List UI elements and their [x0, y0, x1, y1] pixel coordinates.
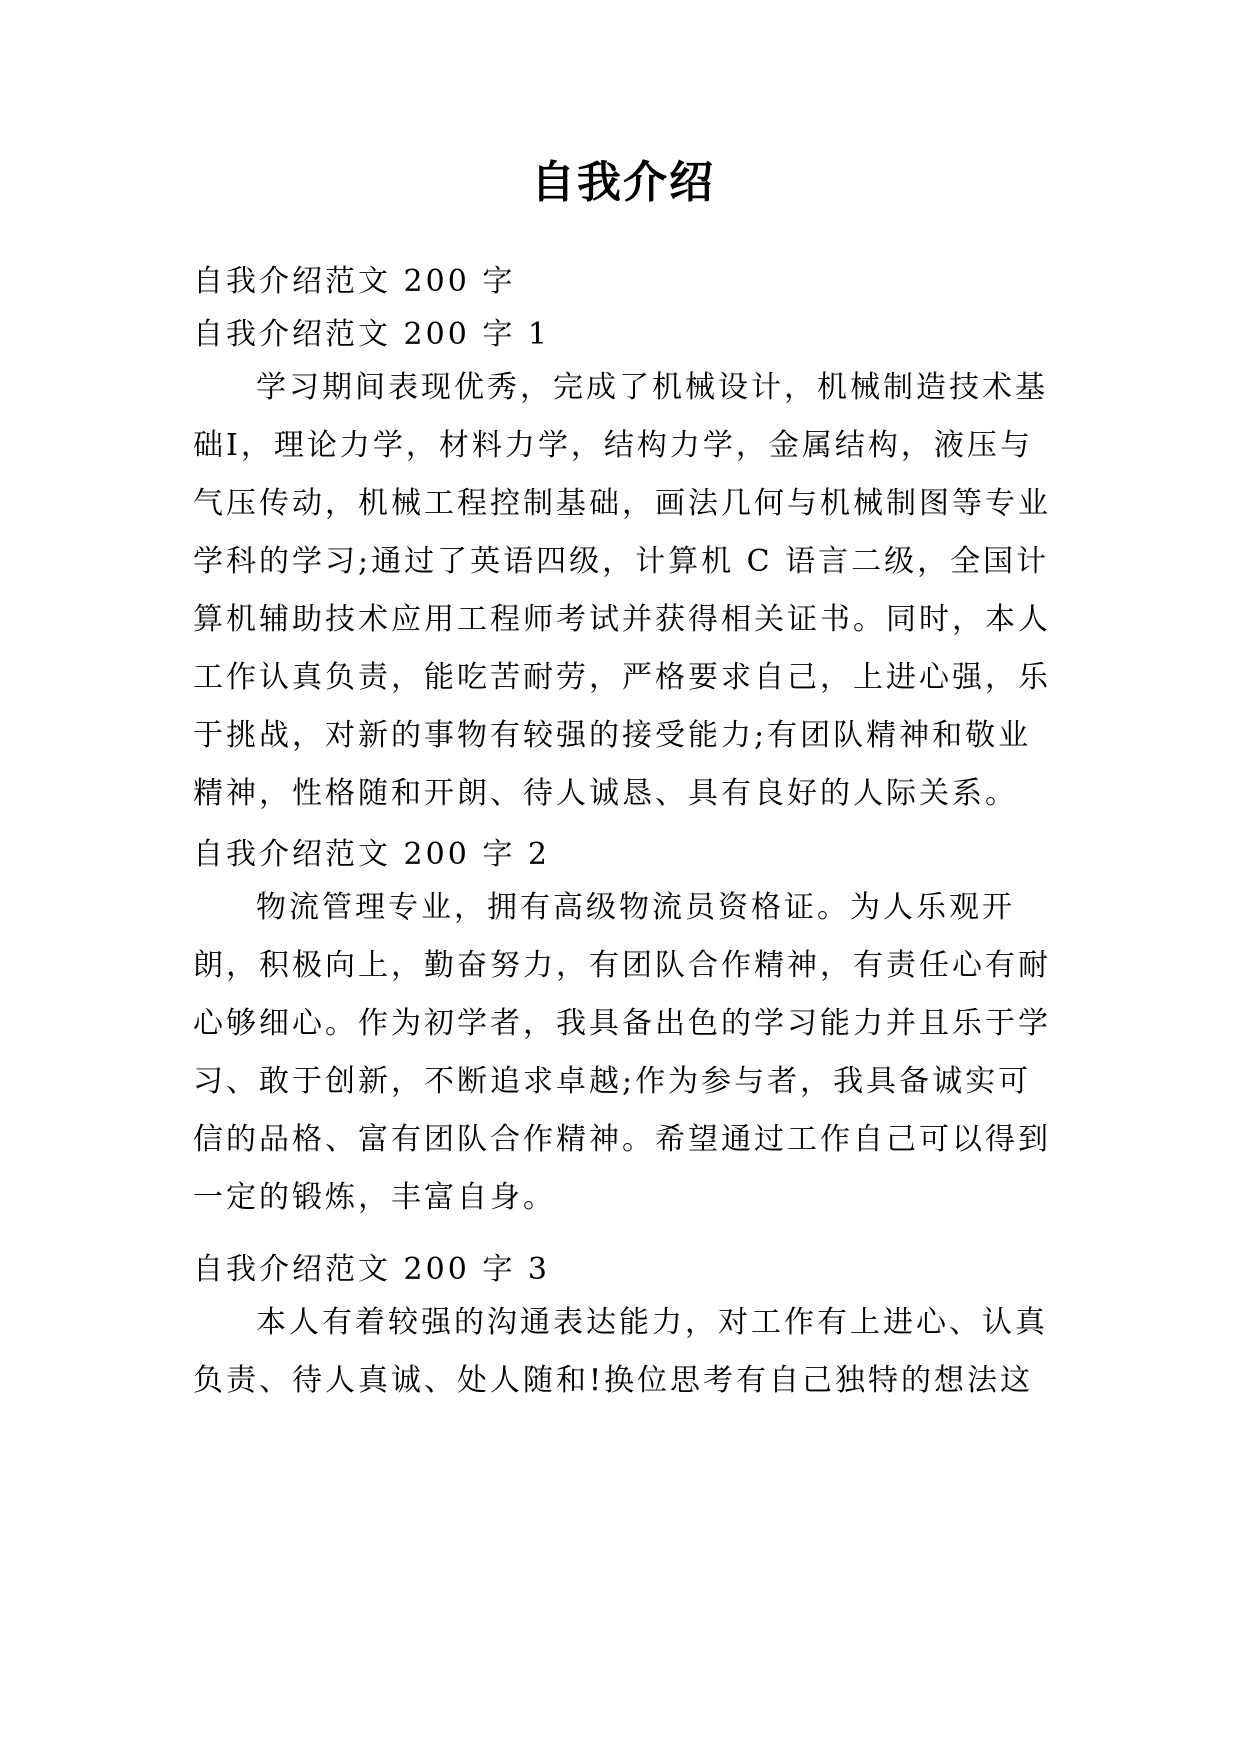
section-body-2: 物流管理专业，拥有高级物流员资格证。为人乐观开朗，积极向上，勤奋努力，有团队合作精神，有责任心有耐心够细心。作为初学者，我具备出色的学习能力并且乐于学习、敢于创新，不断追求卓越;作为参与者，我具备诚实可信的品格、富有团队合作精神。希望通过工作自己可以得到一定的锻炼，丰富自身。	[193, 890, 1051, 1215]
section-heading-3: 自我介绍范文 200 字 3	[193, 1252, 550, 1287]
section-heading-2: 自我介绍范文 200 字 2	[193, 837, 550, 872]
section-heading-1: 自我介绍范文 200 字 1	[193, 317, 550, 352]
section-body-1: 学习期间表现优秀，完成了机械设计，机械制造技术基础Ⅰ，理论力学，材料力学，结构力学，金属结构，液压与气压传动，机械工程控制基础，画法几何与机械制图等专业学科的学习;通过了英语四级，计算机 C 语言二级，全国计算机辅助技术应用工程师考试并获得相关证书。同时，本人工作认真负责，能吃苦耐劳，严格要求自己，上进心强，乐于挑战，对新的事物有较强的接受能力;有团队精神和敬业精神，性格随和开朗、待人诚恳、具有良好的人际关系。	[193, 370, 1051, 811]
section-body-3: 本人有着较强的沟通表达能力，对工作有上进心、认真负责、待人真诚、处人随和!换位思考有自己独特的想法这	[193, 1305, 1048, 1398]
document-title: 自我介绍	[531, 157, 715, 208]
section-heading-intro: 自我介绍范文 200 字	[193, 264, 516, 299]
